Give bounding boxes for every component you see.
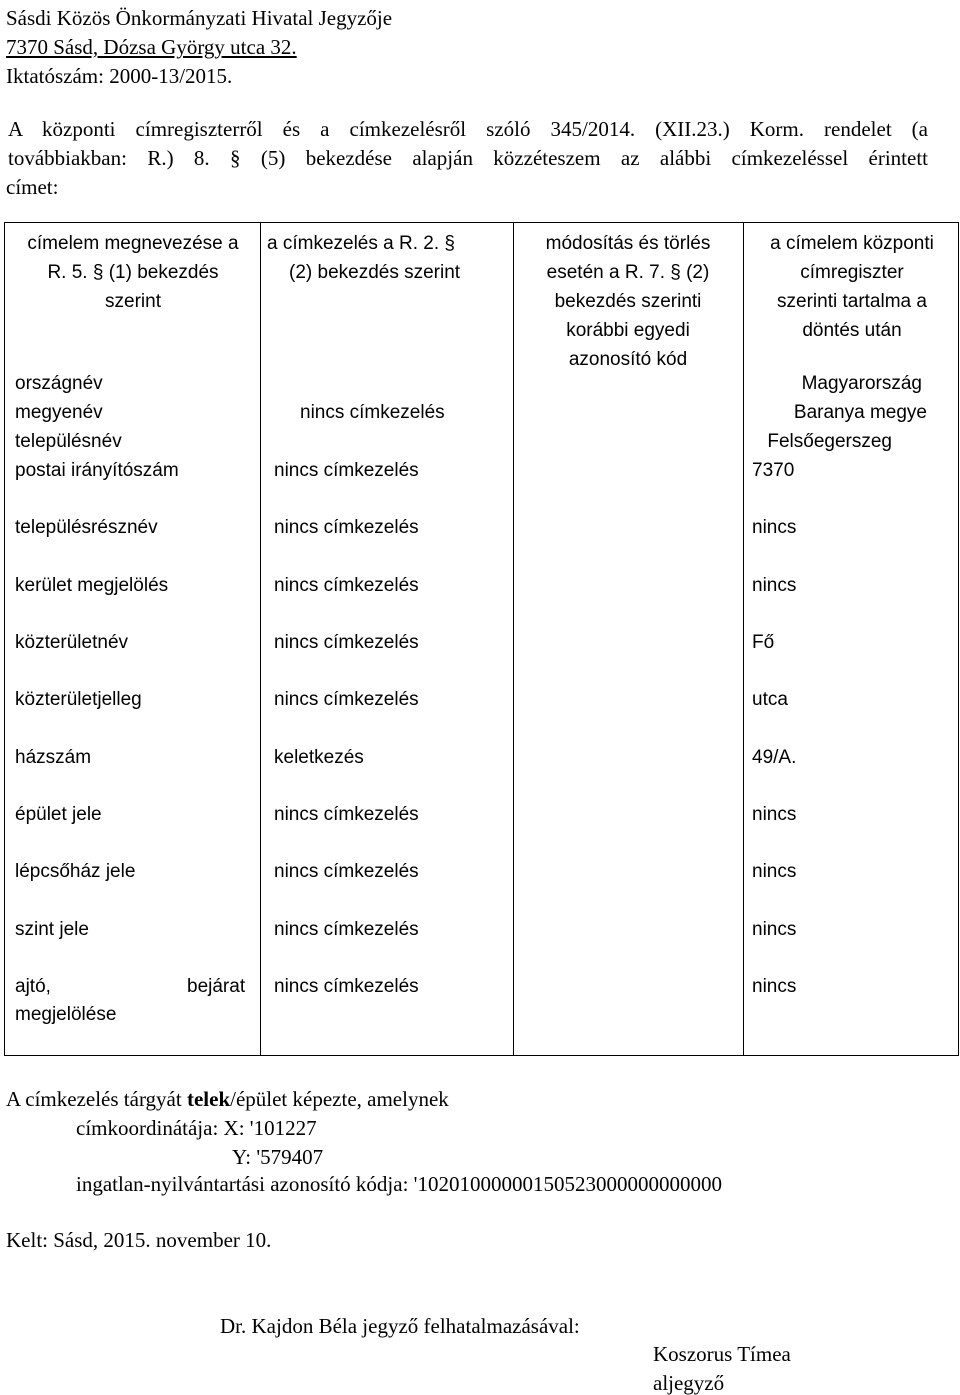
row-name: településrésznév (15, 517, 158, 538)
row-name: lépcsőház jele (15, 861, 136, 882)
row-value-country: Magyarország (801, 373, 922, 394)
row-name-country: országnév (15, 373, 103, 394)
row-handling: nincs címkezelés (274, 689, 419, 710)
intro-line-1: A központi címregiszterről és a címkezelésről szóló 345/2014. (XII.23.) Korm. rendelet (a (8, 117, 928, 141)
row-value: 49/A. (752, 747, 797, 768)
row-handling: nincs címkezelés (274, 632, 419, 653)
row-name: szint jele (15, 919, 89, 940)
row-handling: nincs címkezelés (274, 861, 419, 882)
signer-name: Koszorus Tímea (653, 1342, 791, 1366)
row-value: nincs (752, 976, 797, 997)
row-value-settlement: Felsőegerszeg (767, 431, 892, 452)
row-value: Fő (752, 632, 775, 653)
row-name: közterületnév (15, 632, 129, 653)
row-handling: nincs címkezelés (274, 460, 419, 481)
row-name: postai irányítószám (15, 460, 179, 481)
coordinate-y: Y: '579407 (232, 1145, 324, 1169)
coordinate-x: címkoordinátája: X: '101227 (76, 1116, 317, 1140)
row-handling: nincs címkezelés (274, 575, 419, 596)
signer-title: aljegyző (653, 1371, 725, 1395)
group-handling: nincs címkezelés (300, 402, 445, 423)
row-handling: nincs címkezelés (274, 804, 419, 825)
office-name: Sásdi Közös Önkormányzati Hivatal Jegyzője (6, 6, 393, 30)
header-content: a címelem központi címregiszter szerinti tartalma a döntés után (770, 233, 934, 341)
row-value: utca (752, 689, 788, 710)
column-divider (743, 223, 744, 1055)
row-name: közterületjelleg (15, 689, 142, 710)
authority-line: Dr. Kajdon Béla jegyző felhatalmazásával: (220, 1314, 580, 1338)
row-name: házszám (15, 747, 92, 768)
row-handling: nincs címkezelés (274, 919, 419, 940)
row-value: nincs (752, 517, 797, 538)
row-value: nincs (752, 861, 797, 882)
header-element-name: címelem megnevezése a R. 5. § (1) bekezdés szerint (27, 233, 239, 312)
row-value: nincs (752, 919, 797, 940)
office-address: 7370 Sásd, Dózsa György utca 32. (6, 35, 297, 59)
address-table (4, 222, 959, 1056)
row-name-door-word2: bejárat (187, 976, 246, 997)
row-name-settlement: településnév (15, 431, 122, 452)
date-line: Kelt: Sásd, 2015. november 10. (6, 1228, 272, 1252)
column-divider (513, 223, 514, 1055)
row-name: kerület megjelölés (15, 575, 169, 596)
column-divider (260, 223, 261, 1055)
row-value-county: Baranya megye (793, 402, 927, 423)
row-value: nincs (752, 804, 797, 825)
row-name-door-word1: ajtó, (15, 976, 51, 997)
row-name: épület jele (15, 804, 102, 825)
row-name-door-line2: megjelölése (15, 1004, 117, 1025)
subject-line: A címkezelés tárgyát telek/épület képezte, amelynek (6, 1087, 449, 1111)
registration-number: Iktatószám: 2000-13/2015. (6, 64, 233, 88)
row-handling: nincs címkezelés (274, 517, 419, 538)
row-value: nincs (752, 575, 797, 596)
parcel-id: ingatlan-nyilvántartási azonosító kódja: '10201000000150523000000000000 (76, 1172, 722, 1196)
header-previous-id: módosítás és törlés esetén a R. 7. § (2) bekezdés szerinti korábbi egyedi azonosító kód (545, 233, 711, 370)
intro-line-3: címet: (6, 175, 59, 199)
row-name-county: megyenév (15, 402, 103, 423)
row-handling: nincs címkezelés (274, 976, 419, 997)
row-value: 7370 (752, 460, 795, 481)
intro-line-2: továbbiakban: R.) 8. § (5) bekezdése alapján közzéteszem az alábbi címkezeléssel érintett (8, 146, 928, 170)
header-handling: a címkezelés a R. 2. § (2) bekezdés szerint (267, 233, 461, 283)
row-handling: keletkezés (274, 747, 364, 768)
